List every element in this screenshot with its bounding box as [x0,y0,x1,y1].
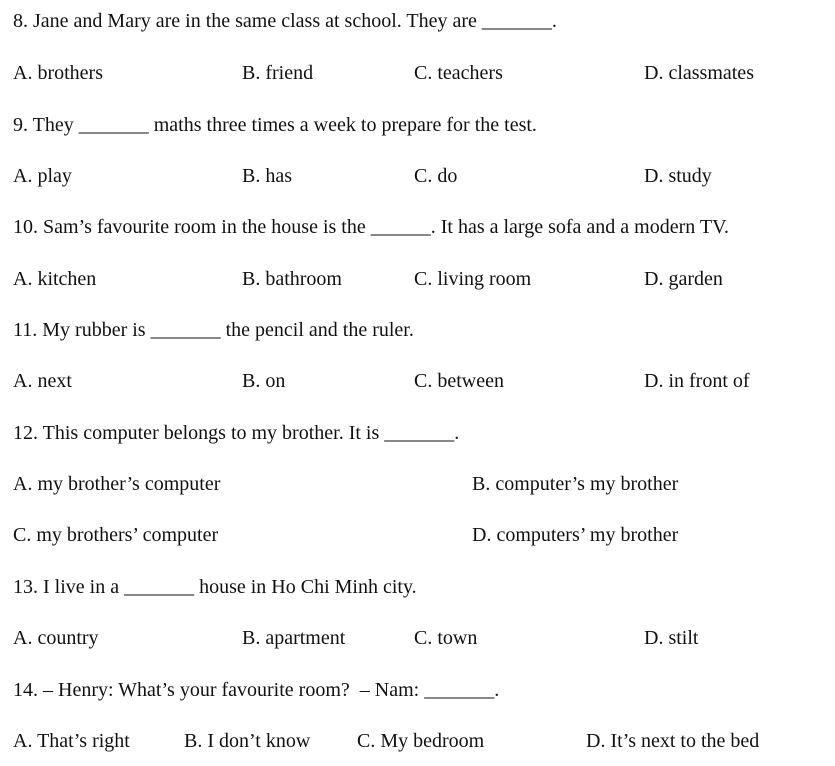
q12-option-b: B. computer’s my brother [472,473,679,495]
question-8: 8. Jane and Mary are in the same class at school. They are _______. [13,10,557,32]
question-12: 12. This computer belongs to my brother. It is _______. [13,422,460,444]
question-11: 11. My rubber is _______ the pencil and the ruler. [13,319,414,341]
q8-option-c: C. teachers [414,62,503,84]
q10-option-d: D. garden [644,268,723,290]
q12-option-c: C. my brothers’ computer [13,524,219,546]
q11-option-a: A. next [13,370,72,392]
q8-option-b: B. friend [242,62,314,84]
q9-option-c: C. do [414,165,458,187]
q11-option-d: D. in front of [644,370,750,392]
q10-option-b: B. bathroom [242,268,342,290]
question-14: 14. – Henry: What’s your favourite room? – Nam: _______. [13,679,500,701]
q14-option-b: B. I don’t know [184,730,311,752]
q8-option-a: A. brothers [13,62,103,84]
q14-option-d: D. It’s next to the bed [586,730,760,752]
q13-option-b: B. apartment [242,627,346,649]
q10-option-c: C. living room [414,268,532,290]
q9-option-d: D. study [644,165,712,187]
q14-option-a: A. That’s right [13,730,130,752]
question-9: 9. They _______ maths three times a week to prepare for the test. [13,114,537,136]
question-10: 10. Sam’s favourite room in the house is the ______. It has a large sofa and a modern TV. [13,216,729,238]
q14-option-c: C. My bedroom [357,730,485,752]
q13-option-c: C. town [414,627,478,649]
q8-option-d: D. classmates [644,62,754,84]
q13-option-d: D. stilt [644,627,699,649]
q10-option-a: A. kitchen [13,268,97,290]
q12-option-a: A. my brother’s computer [13,473,221,495]
question-13: 13. I live in a _______ house in Ho Chi Minh city. [13,576,417,598]
q11-option-c: C. between [414,370,504,392]
q12-option-d: D. computers’ my brother [472,524,679,546]
q9-option-a: A. play [13,165,72,187]
q9-option-b: B. has [242,165,292,187]
q11-option-b: B. on [242,370,286,392]
q13-option-a: A. country [13,627,99,649]
